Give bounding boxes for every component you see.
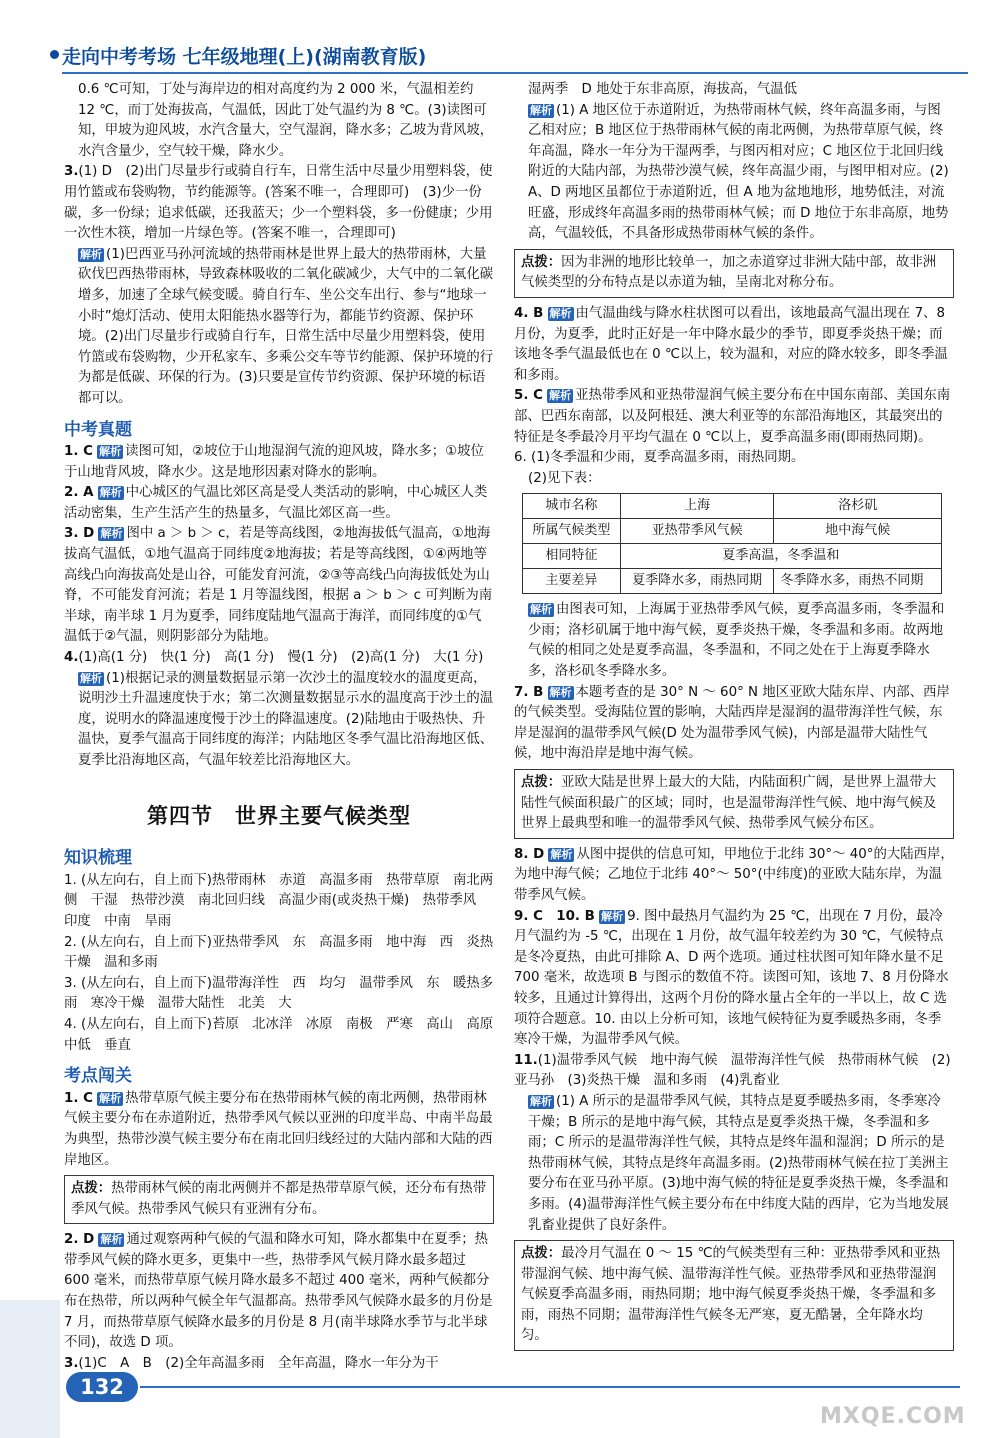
right-column: [514, 80, 954, 1357]
question-number: 1. C: [64, 444, 93, 460]
answer-text: (1) D (2)出门尽量步行或骑自行车，日常生活中尽量少用塑料袋，使用竹篮或布袋购物，节约能源等。(答案不唯一，合理即可) (3)少一份碳，多一份绿；追求低碳，还我蓝天；少一个塑料袋，多一份健康；少用一次性木筷，增加一片绿色等。(答案不唯一，合理即可): [64, 164, 493, 242]
analysis-text: (1)根据记录的测量数据显示第一次沙土的温度较水的温度更高，说明沙土升温速度快于水；第二次测量数据显示水的温度高于沙土的温度，说明水的降温速度慢于沙土的降温速度。(2)陆地由于吸热快、升温快，夏季气温高于同纬度的海洋；内陆地区冬季气温比沿海地区低、夏季比沿海地区高，气温年较差比沿海地区大。: [78, 670, 494, 768]
tip-text: 因为非洲的地形比较单一，加之赤道穿过非洲大陆中部，故非洲气候类型的分布特点是以赤道为轴，呈南北对称分布。: [521, 254, 937, 291]
analysis-text: 由图表可知，上海属于亚热带季风气候，夏季高温多雨，冬季温和少雨；洛杉矶属于地中海气候，夏季炎热干燥，冬季温和多雨。故两地气候的相同之处是夏季高温，冬季温和，不同之处在于上海夏季降水多，洛杉矶冬季降水多。: [528, 602, 945, 680]
table-cell: 夏季降水多，雨热同期: [620, 569, 774, 594]
table-header-cell: 上海: [620, 494, 774, 519]
question-number: 7. B: [514, 684, 544, 700]
analysis-text: 图中 a ＞ b ＞ c，若是等高线图，②地海拔低气温高，①地海拔高气温低，①地气温高于同纬度②地海拔；若是等高线图，①④两地等高线凸向海拔高处是山谷，可能发育河流，②③等高线凸向海拔低处为山脊，不可能发育河流；若是 1 月等温线图，根据 a ＞ b ＞ c 可判断为南半球，南半球 1 月为夏季，同纬度陆地气温高于海洋，而同纬度的①气温低于②气温，则阴影部分为陆地。: [64, 526, 493, 645]
table-cell: 所属气候类型: [523, 519, 621, 544]
table-cell: 冬季降水多，雨热不同期: [774, 569, 942, 594]
analysis-text: (1)巴西亚马孙河流域的热带雨林是世界上最大的热带雨林，大量砍伐巴西热带雨林，导致森林吸收的二氧化碳减少，大气中的二氧化碳增多，加速了全球气候变暖。骑自行车、坐公交车出行、参与“地球一小时”熄灯活动、使用太阳能热水器等行为，都能节约资源、保护环境。(2)出门尽量步行或骑自行车，日常生活中尽量少用塑料袋，使用竹篮或布袋购物，少开私家车、多乘公交车等节约能源、保护环境的行为都是低碳、环保的行为。(3)只要是宣传节约资源、保护环境的标语都可以。: [78, 246, 494, 406]
answer-text: (1)高(1 分) 快(1 分) 高(1 分) 慢(1 分) (2)高(1 分) 大(1 分): [78, 650, 484, 666]
page-number: 132: [66, 1372, 138, 1402]
analysis-tag: 解析: [99, 486, 122, 500]
table-cell: 地中海气候: [774, 519, 942, 544]
table-header-cell: 洛杉矶: [774, 494, 942, 519]
answer-text: (2)见下表：: [528, 470, 601, 486]
analysis-text: 从图中提供的信息可知，甲地位于北纬 30°～ 40°的大陆西岸，为地中海气候；乙地位于北纬 40°～ 50°(中纬度)的亚欧大陆东岸，为温带季风气候。: [514, 846, 954, 903]
tip-label: 点拨：: [521, 254, 562, 270]
analysis-text: 中心城区的气温比郊区高是受人类活动的影响，中心城区人类活动密集，生产生活产生的热量多，气温比郊区高一些。: [64, 485, 488, 521]
question-number: 3. D: [64, 526, 95, 542]
analysis-tag: 解析: [99, 1091, 122, 1105]
table-cell: 主要差异: [523, 569, 621, 594]
analysis-text: 本题考查的是 30° N ～ 60° N 地区亚欧大陆东岸、内部、西岸的气候类型。受海陆位置的影响，大陆西岸是湿润的温带海洋性气候，东岸是湿润的温带季风气候(D 处为温带季风气候)，内部是温带大陆性气候，地中海沿岸是地中海气候。: [514, 684, 950, 762]
table-cell: 相同特征: [523, 544, 621, 569]
tip-text: 亚欧大陆是世界上最大的大陆，内陆面积广阔，是世界上温带大陆性气候面积最广的区域；同时，也是温带海洋性气候、地中海气候及世界上最典型和唯一的温带季风气候、热带季风气候分布区。: [521, 775, 937, 832]
table-row: [523, 544, 942, 569]
tip-label: 点拨：: [71, 1181, 112, 1197]
analysis-text: 由气温曲线与降水柱状图可以看出，该地最高气温出现在 7、8 月份，为夏季，此时正好是一年中降水最少的季节，即夏季炎热干燥；而该地冬季气温最低也在 0 ℃以上，较为温和，对应的降水较多，即冬季温和多雨。: [514, 305, 948, 383]
analysis-tag: 解析: [549, 306, 572, 320]
climate-comparison-table: [522, 493, 942, 594]
tip-label: 点拨：: [521, 775, 562, 791]
header-bullet-icon: [50, 50, 59, 59]
tip-box: [514, 1240, 954, 1351]
header-title: 走向中考考场 七年级地理(上)(湖南教育版): [62, 46, 427, 68]
answer-text: 3. (从左向右，自上而下)温带海洋性 西 均匀 温带季风 东 暖热多雨 寒冷干燥 温带大陆性 北美 大: [64, 975, 494, 1012]
question-number: 11.: [514, 1052, 538, 1068]
analysis-tag: 解析: [80, 247, 102, 261]
paragraph: 0.6 ℃可知，丁处与海岸边的相对高度约为 2 000 米，气温相差约 12 ℃，而丁处海拔高，气温低，因此丁处气温约为 8 ℃。(3)读图可知，甲坡为迎风坡，水汽含量大，空气湿润，降水多；乙坡为背风坡，水汽含量少，空气较干燥，降水少。: [78, 82, 494, 159]
tip-text: 最冷月气温在 0 ～ 15 ℃的气候类型有三种：亚热带季风和亚热带湿润气候、地中海气候、温带海洋性气候。亚热带季风和亚热带湿润气候夏季高温多雨，雨热同期；地中海气候夏季炎热干燥，冬季温和多雨，雨热不同期；温带海洋性气候冬无严寒，夏无酷暑，全年降水均匀。: [521, 1246, 941, 1344]
analysis-text: 读图可知，②坡位于山地湿润气流的迎风坡，降水多；①坡位于山地背风坡，降水少。这是地形因素对降水的影响。: [64, 444, 484, 480]
analysis-tag: 解析: [99, 445, 122, 459]
answer-text: 6. (1)冬季温和少雨，夏季高温多雨，雨热同期。: [514, 450, 805, 466]
question-number: 4.: [64, 650, 79, 666]
table-cell: 亚热带季风气候: [620, 519, 774, 544]
footer-rule: [140, 1386, 960, 1388]
answer-text: 2. (从左向右，自上而下)亚热带季风 东 高温多雨 地中海 西 炎热干燥 温和多雨: [64, 934, 494, 971]
watermark: MXQE.COM: [820, 1404, 966, 1429]
question-number: 2. A: [64, 485, 94, 501]
section-title: 中考真题: [64, 419, 132, 440]
question-number: 4. B: [514, 305, 544, 321]
analysis-tag: 解析: [530, 1094, 552, 1108]
analysis-text: 通过观察两种气候的气温和降水可知，降水都集中在夏季；热带季风气候的降水更多，更集中一些，热带季风气候月降水最多超过 600 毫米，而热带草原气候月降水最多不超过 400 毫米，两种气候都分布在热带，所以两种气候全年气温都高。热带季风气候降水最多的月份是 7 月，而热带草原气候降水最多的月份是 8 月(南半球降水季节与北半球不同)，故选 D 项。: [64, 1232, 493, 1351]
analysis-text: 热带草原气候主要分布在热带雨林气候的南北两侧，热带雨林气候主要分布在赤道附近，热带季风气候以亚洲的印度半岛、中南半岛最为典型，热带沙漠气候主要分布在南北回归线经过的大陆内部和大陆的西岸地区。: [64, 1090, 493, 1168]
section-title: 知识梳理: [64, 848, 132, 869]
tip-box: [514, 249, 954, 298]
question-number: 5. C: [514, 388, 543, 404]
answer-text: (1)温带季风气候 地中海气候 温带海洋性气候 热带雨林气候 (2)亚马孙 (3)炎热干燥 温和多雨 (4)乳畜业: [514, 1052, 951, 1089]
answer-text: 1. (从左向右，自上而下)热带雨林 赤道 高温多雨 热带草原 南北两侧 干湿 热带沙漠 南北回归线 高温少雨(或炎热干燥) 热带季风 印度 中南 旱雨: [64, 872, 494, 929]
question-number: 2. D: [64, 1232, 95, 1248]
analysis-text: (1) A 所示的是温带季风气候，其特点是夏季暖热多雨，冬季寒冷干燥；B 所示的是地中海气候，其特点是夏季炎热干燥，冬季温和多雨；C 所示的是温带海洋性气候，其特点是终年温和湿润；D 所示的是热带雨林气候，其特点是终年高温多雨。(2)热带雨林气候在拉丁美洲主要分布在亚马孙平原。(3)地中海气候的特征是夏季炎热干燥，冬季温和多雨。(4)温带海洋性气候主要分布在中纬度大陆的西岸，它为当地发展乳畜业提供了良好条件。: [528, 1093, 949, 1233]
table-row: [523, 494, 942, 519]
table-row: [523, 569, 942, 594]
page-corner-decoration: [0, 1300, 60, 1438]
analysis-tag: 解析: [601, 909, 624, 923]
question-number: 9. C 10. B: [514, 908, 595, 924]
answer-text: 湿两季 D 地处于东非高原，海拔高，气温低: [528, 82, 797, 97]
analysis-tag: 解析: [550, 847, 573, 861]
page-header: [0, 0, 1000, 78]
answer-text: 4. (从左向右，自上而下)苔原 北冰洋 冰原 南极 严寒 高山 高原 中低 垂直: [64, 1016, 507, 1053]
question-number: 1. C: [64, 1090, 93, 1106]
table-cell: 夏季高温，冬季温和: [620, 544, 941, 569]
answer-text: (1)C A B (2)全年高温多雨 全年高温，降水一年分为干: [78, 1355, 439, 1371]
analysis-tag: 解析: [80, 671, 102, 685]
analysis-text: 亚热带季风和亚热带湿润气候主要分布在中国东南部、美国东南部、巴西东南部，以及阿根廷、澳大利亚等的东部沿海地区，其最突出的特征是冬季最冷月平均气温在 0 ℃以上，夏季高温多雨(即雨热同期)。: [514, 388, 951, 445]
analysis-tag: 解析: [100, 527, 123, 541]
analysis-text: (1) A 地区位于赤道附近，为热带雨林气候，终年高温多雨，与图乙相对应；B 地区位于热带雨林气候的南北两侧，为热带草原气候，终年高温，降水一年分为干湿两季，与图丙相对应；C 地区位于北回归线附近的大陆内部，为热带沙漠气候，终年高温少雨，与图甲相对应。(2) A、D 两地区虽都位于赤道附近，但 A 地为盆地地形，地势低洼，对流旺盛，形成终年高温多雨的热带雨林气候；而 D 地位于东非高原，地势高，气温较低，不具备形成热带雨林气候的条件。: [528, 102, 949, 242]
analysis-tag: 解析: [530, 603, 552, 617]
analysis-tag: 解析: [549, 685, 572, 699]
tip-box: [64, 1175, 494, 1224]
analysis-text: 9. 图中最热月气温约为 25 ℃，出现在 7 月份，最冷月气温约为 -5 ℃，出现在 1 月份，故气温年较差约为 30 ℃，气候特点是冬冷夏热，由此可排除 A、D 两个选项。通过柱状图可知年降水量不足 700 毫米，故选项 B 与图示的数值不符。读图可知，该地 7、8 月份降水较多，且通过计算得出，这两个月份的降水量占全年的一半以上，故 C 选项符合题意。10. 由以上分析可知，该地气候特征为夏季暖热多雨，冬季寒冷干燥，为温带季风气候。: [514, 908, 949, 1048]
question-number: 3.: [64, 1355, 79, 1371]
analysis-tag: 解析: [549, 389, 572, 403]
tip-label: 点拨：: [521, 1246, 562, 1262]
left-column: [64, 80, 507, 1374]
analysis-tag: 解析: [100, 1233, 123, 1247]
question-number: 8. D: [514, 846, 545, 862]
tip-box: [514, 769, 954, 839]
tip-text: 热带雨林气候的南北两侧并不都是热带草原气候，还分布有热带季风气候。热带季风气候只有亚洲有分布。: [71, 1181, 487, 1217]
analysis-tag: 解析: [530, 103, 552, 117]
header-rule: [62, 72, 968, 74]
question-number: 3.: [64, 164, 79, 180]
table-row: [523, 519, 942, 544]
table-header-cell: 城市名称: [523, 494, 621, 519]
chapter-title: 第四节 世界主要气候类型: [147, 803, 411, 828]
section-title: 考点闯关: [64, 1066, 132, 1087]
